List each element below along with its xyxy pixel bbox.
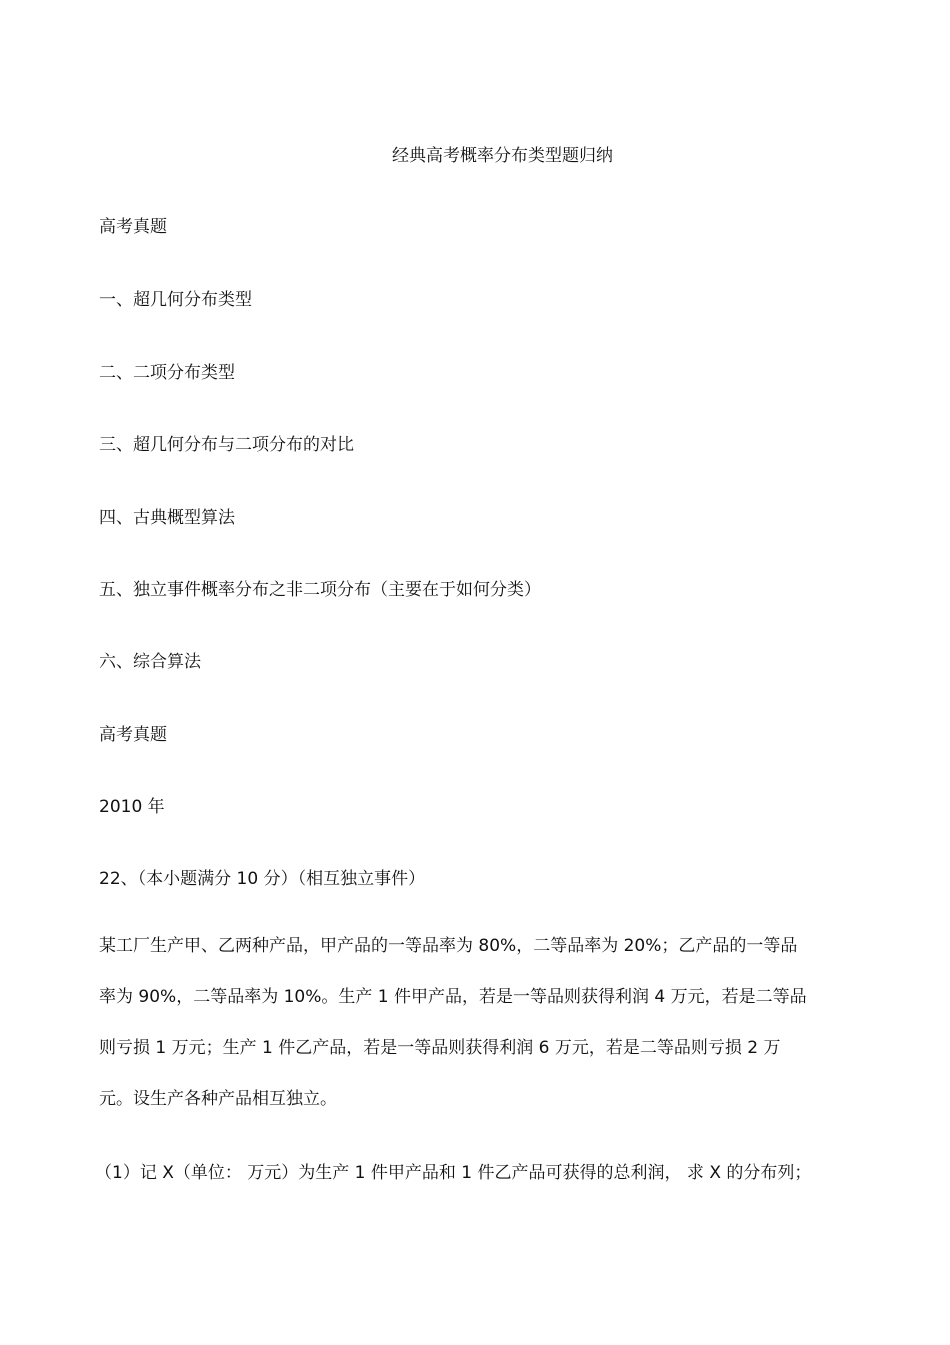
problem-line-3: 则亏损 1 万元；生产 1 件乙产品，若是一等品则获得利润 6 万元，若是二等品则亏损 2 万 bbox=[99, 1038, 781, 1058]
outline-heading: 高考真题 bbox=[99, 217, 167, 237]
outline-item-3: 三、超几何分布与二项分布的对比 bbox=[99, 435, 354, 455]
problem-line-4: 元。设生产各种产品相互独立。 bbox=[99, 1089, 337, 1109]
outline-item-6: 六、综合算法 bbox=[99, 652, 201, 672]
question-1: （1）记 X（单位： 万元）为生产 1 件甲产品和 1 件乙产品可获得的总利润， 求 X 的分布列； bbox=[95, 1163, 812, 1183]
problem-line-1: 某工厂生产甲、乙两种产品，甲产品的一等品率为 80%，二等品率为 20%；乙产品的一等品 bbox=[99, 936, 798, 956]
section-heading: 高考真题 bbox=[99, 725, 167, 745]
outline-item-4: 四、古典概型算法 bbox=[99, 508, 235, 528]
problem-statement bbox=[99, 921, 851, 1125]
outline-item-2: 二、二项分布类型 bbox=[99, 363, 235, 383]
problem-header: 22、（本小题满分 10 分）（相互独立事件） bbox=[99, 869, 426, 889]
problem-line-2: 率为 90%，二等品率为 10%。生产 1 件甲产品，若是一等品则获得利润 4 万元，若是二等品 bbox=[99, 987, 807, 1007]
year-label: 2010 年 bbox=[99, 797, 165, 817]
outline-item-5: 五、独立事件概率分布之非二项分布（主要在于如何分类） bbox=[99, 580, 541, 600]
document-title: 经典高考概率分布类型题归纳 bbox=[392, 146, 613, 166]
outline-item-1: 一、超几何分布类型 bbox=[99, 290, 252, 310]
